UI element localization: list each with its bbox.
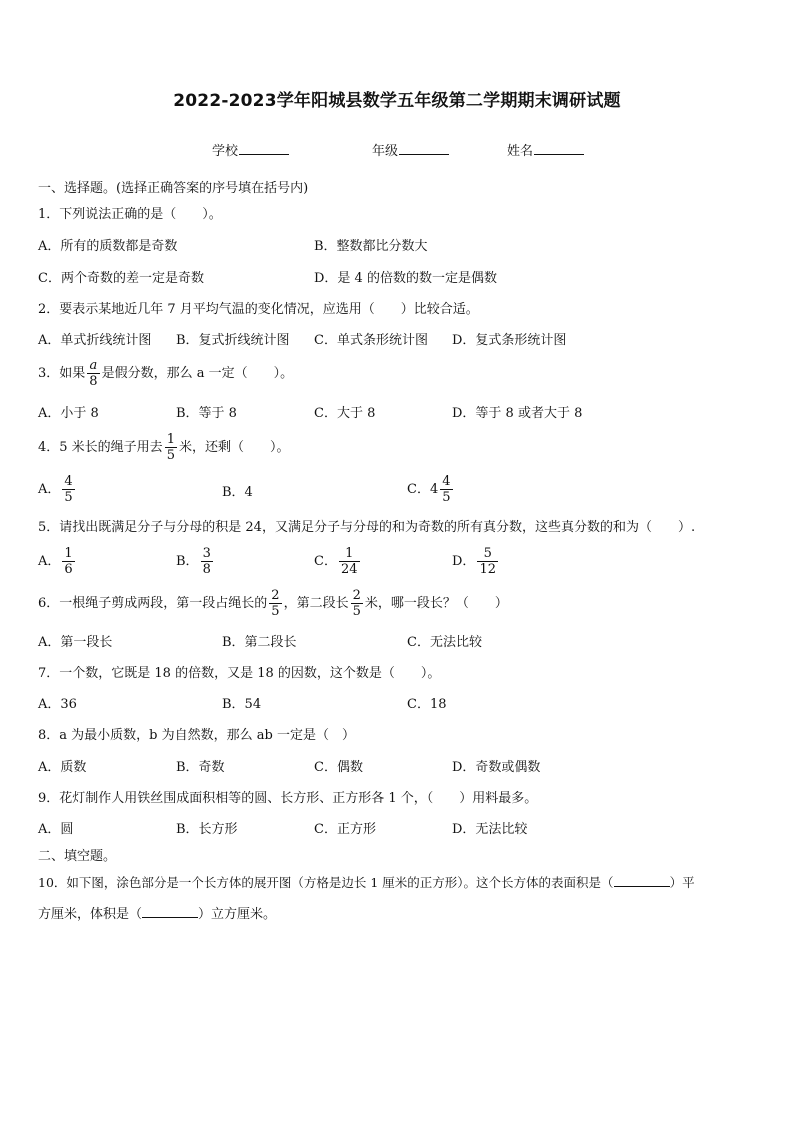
q1-option-b[interactable]: B．整数都比分数大 — [314, 239, 428, 254]
q3-prefix: 3．如果 — [38, 366, 86, 381]
q10-volume-blank[interactable] — [142, 905, 198, 918]
q3-fraction — [87, 358, 99, 389]
q9-option-d[interactable]: D．无法比较 — [452, 822, 528, 837]
q6-prefix: 6．一根绳子剪成两段，第一段占绳长的 — [38, 596, 268, 611]
q10-line2-prefix: 方厘米，体积是（ — [38, 907, 143, 922]
q4-denominator: 5 — [166, 448, 175, 463]
name-field[interactable] — [507, 140, 584, 159]
q5-d-denominator: 12 — [479, 562, 496, 577]
question-7-stem: 7．一个数，它既是 18 的倍数，又是 18 的因数，这个数是（ ）。 — [38, 666, 441, 681]
q4-c-fraction — [440, 474, 452, 505]
q5-d-label: D． — [452, 554, 476, 569]
question-8-stem: 8．a 为最小质数，b 为自然数，那么 ab 一定是（ ） — [38, 728, 355, 743]
q5-b-label: B． — [176, 554, 199, 569]
q1-option-d[interactable]: D．是 4 的倍数的数一定是偶数 — [314, 271, 497, 286]
q1-option-c[interactable]: C．两个奇数的差一定是奇数 — [38, 271, 204, 286]
name-label: 姓名 — [507, 144, 534, 159]
q5-option-c[interactable] — [314, 546, 362, 577]
name-blank[interactable] — [534, 142, 584, 155]
q5-d-fraction — [477, 546, 498, 577]
q7-option-a[interactable]: A．36 — [38, 697, 77, 712]
q4-fraction — [165, 432, 177, 463]
q5-b-fraction — [201, 546, 213, 577]
question-2-stem: 2．要表示某地近几年 7 月平均气温的变化情况，应选用（ ）比较合适。 — [38, 302, 479, 317]
q10-line1-suffix: ）平 — [669, 875, 695, 890]
q3-suffix: 是假分数，那么 a 一定（ ）。 — [101, 366, 294, 381]
q5-b-numerator: 3 — [202, 546, 211, 561]
q3-option-a[interactable]: A．小于 8 — [38, 406, 99, 421]
q4-a-numerator: 4 — [64, 474, 73, 489]
q5-d-numerator: 5 — [483, 546, 492, 561]
q4-c-whole: 4 — [429, 481, 439, 497]
page-title: 2022-2023学年阳城县数学五年级第二学期期末调研试题 — [173, 91, 621, 111]
q8-option-d[interactable]: D．奇数或偶数 — [452, 760, 541, 775]
q6-numerator-1: 2 — [271, 588, 280, 603]
question-5-stem: 5．请找出既满足分子与分母的积是 24，又满足分子与分母的和为奇数的所有真分数，这些真分数的和为（ ）. — [38, 520, 696, 535]
q7-option-b[interactable]: B．54 — [222, 697, 262, 712]
q6-suffix: 米，哪一段长？（ ） — [364, 596, 508, 611]
q10-line1-prefix: 10．如下图，涂色部分是一个长方体的展开图（方格是边长 1 厘米的正方形）。这个长方体的表面积是（ — [38, 875, 614, 890]
q5-a-fraction — [62, 546, 74, 577]
question-3-stem — [38, 358, 293, 389]
question-6-stem — [38, 588, 508, 619]
q2-option-d[interactable]: D．复式条形统计图 — [452, 333, 567, 348]
q8-option-c[interactable]: C．偶数 — [314, 760, 363, 775]
q4-a-denominator: 5 — [64, 490, 73, 505]
q4-numerator: 1 — [166, 432, 175, 447]
q1-option-a[interactable]: A．所有的质数都是奇数 — [38, 239, 178, 254]
q2-option-c[interactable]: C．单式条形统计图 — [314, 333, 428, 348]
question-4-stem — [38, 432, 289, 463]
q2-option-b[interactable]: B．复式折线统计图 — [176, 333, 290, 348]
q6-denominator-1: 5 — [271, 604, 280, 619]
q6-numerator-2: 2 — [352, 588, 361, 603]
q6-option-c[interactable]: C．无法比较 — [407, 635, 482, 650]
q4-c-denominator: 5 — [442, 490, 451, 505]
q5-a-denominator: 6 — [64, 562, 73, 577]
q9-option-b[interactable]: B．长方形 — [176, 822, 238, 837]
q10-surface-area-blank[interactable] — [614, 874, 670, 887]
q3-option-d[interactable]: D．等于 8 或者大于 8 — [452, 406, 583, 421]
q6-denominator-2: 5 — [352, 604, 361, 619]
q5-option-a[interactable] — [38, 546, 77, 577]
school-blank[interactable] — [239, 142, 289, 155]
q3-option-c[interactable]: C．大于 8 — [314, 406, 376, 421]
q4-prefix: 4．5 米长的绳子用去 — [38, 440, 163, 455]
q5-a-label: A． — [38, 554, 61, 569]
q3-denominator: 8 — [89, 374, 98, 389]
section-heading-fill: 二、填空题。 — [38, 849, 117, 864]
q4-option-b[interactable]: B．4 — [222, 485, 253, 500]
q5-option-d[interactable] — [452, 546, 500, 577]
q6-option-a[interactable]: A．第一段长 — [38, 635, 113, 650]
q9-option-a[interactable]: A．圆 — [38, 822, 74, 837]
q5-a-numerator: 1 — [64, 546, 73, 561]
q3-option-b[interactable]: B．等于 8 — [176, 406, 237, 421]
q2-option-a[interactable]: A．单式折线统计图 — [38, 333, 152, 348]
question-9-stem: 9．花灯制作人用铁丝围成面积相等的圆、长方形、正方形各 1 个，（ ）用料最多。 — [38, 791, 538, 806]
q5-b-denominator: 8 — [202, 562, 211, 577]
q5-c-fraction — [339, 546, 360, 577]
q8-option-b[interactable]: B．奇数 — [176, 760, 225, 775]
q4-a-label: A． — [38, 482, 61, 497]
question-1-stem: 1．下列说法正确的是（ ）。 — [38, 207, 222, 222]
q5-c-denominator: 24 — [340, 562, 358, 577]
q4-a-fraction — [62, 474, 74, 505]
question-10-line-1 — [38, 874, 695, 892]
q6-fraction-1 — [269, 588, 281, 619]
q5-c-numerator: 1 — [345, 546, 354, 561]
q4-option-a[interactable] — [38, 474, 77, 505]
q6-fraction-2 — [351, 588, 363, 619]
q9-option-c[interactable]: C．正方形 — [314, 822, 376, 837]
grade-blank[interactable] — [399, 142, 449, 155]
grade-field[interactable] — [372, 140, 449, 159]
question-10-line-2 — [38, 905, 276, 924]
q7-option-c[interactable]: C．18 — [407, 697, 447, 712]
q5-c-label: C． — [314, 554, 337, 569]
q3-numerator: a — [89, 358, 98, 373]
q4-c-label: C． — [407, 482, 430, 497]
q5-option-b[interactable] — [176, 546, 215, 577]
school-field[interactable] — [212, 140, 289, 159]
q10-line2-suffix: ）立方厘米。 — [198, 907, 277, 922]
school-label: 学校 — [212, 144, 239, 159]
q4-c-numerator: 4 — [442, 474, 451, 489]
q4-option-c[interactable] — [407, 474, 455, 505]
q8-option-a[interactable]: A．质数 — [38, 760, 87, 775]
grade-label: 年级 — [372, 144, 399, 159]
q6-middle: ，第二段长 — [283, 596, 349, 611]
section-heading-choice: 一、选择题。(选择正确答案的序号填在括号内) — [38, 181, 309, 196]
q6-option-b[interactable]: B．第二段长 — [222, 635, 297, 650]
q4-suffix: 米，还剩（ ）。 — [178, 440, 290, 455]
